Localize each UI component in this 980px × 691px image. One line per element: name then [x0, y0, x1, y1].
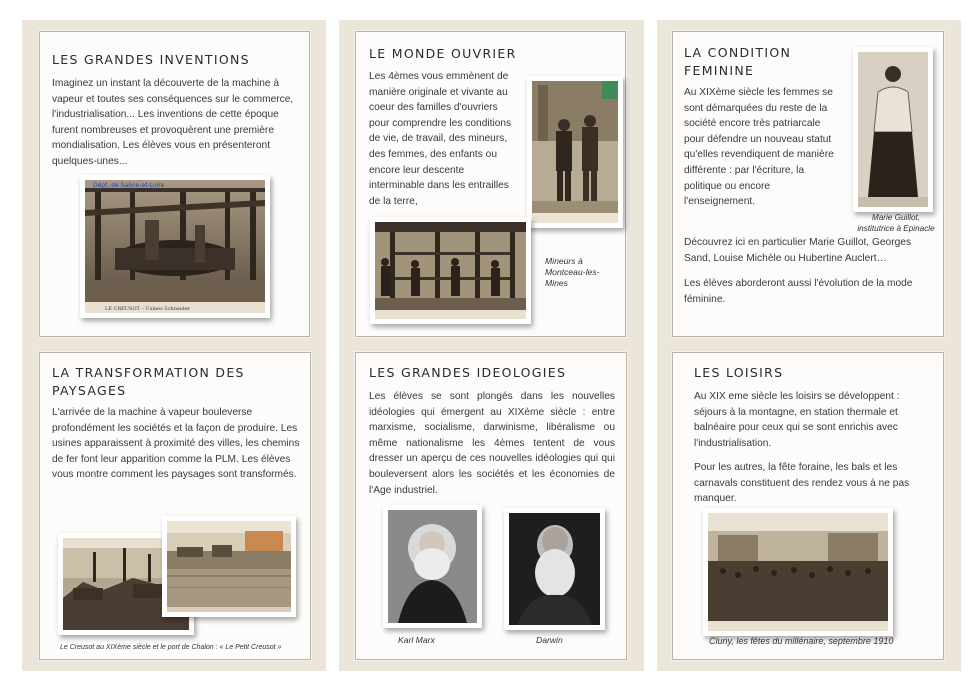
- card-inventions: [39, 31, 310, 337]
- paysages-title: LA TRANSFORMATION DES PAYSAGES: [52, 365, 245, 398]
- ideologies-caption-darwin: Darwin: [536, 635, 563, 645]
- card-ideologies: [355, 352, 627, 660]
- ouvrier-title: LE MONDE OUVRIER: [369, 46, 517, 61]
- ideologies-photo-darwin: [504, 508, 605, 630]
- paysages-caption: Le Creusot au XIXème siècle et le port de Chalon : « Le Petit Creusot »: [60, 644, 282, 651]
- card-monde-ouvrier: [355, 31, 626, 337]
- feminine-title: LA CONDITION FEMININE: [684, 45, 792, 78]
- ouvrier-photo-mine: [370, 217, 531, 324]
- inventions-photo: [80, 175, 270, 318]
- woman-portrait-image: [858, 52, 928, 207]
- feminine-text: Au XIXème siècle les femmes se sont démarquées du reste de la société encore très patriarcale pour défendre un nouveau statut qu'elles revendiquent de manière différente : par l'écriture, la politique ou encore l'enseignement.: [684, 87, 834, 208]
- card-condition-feminine: [672, 31, 944, 337]
- ouvrier-text: Les 4èmes vous emmènent de manière originale et vivante au coeur des familles d'ouvriers pour comprendre les conditions de vie, de travail, des mineurs, des femmes, des enfants ou encore leur descente interminable dans les entrailles de la terre,: [369, 71, 512, 207]
- port-chalon-image: [167, 521, 291, 612]
- paysages-text: L'arrivée de la machine à vapeur bouleverse profondément les sociétés et la façon de produire. Les usines apparaissent à proximité des villes, les chemins de fer font leur apparition comme la PLM. Les élèves vous montre comment les paysages sont transformés.: [52, 407, 300, 481]
- card-loisirs: [672, 352, 944, 660]
- mine-shaft-image: [375, 222, 526, 319]
- factory-interior-image: [85, 180, 265, 313]
- feminine-text2: Découvrez ici en particulier Marie Guillot, Georges Sand, Louise Michèle ou Hubertine Auclert…: [684, 237, 912, 264]
- darwin-portrait-image: [509, 513, 600, 625]
- ideologies-caption-marx: Karl Marx: [398, 635, 435, 645]
- feminine-photo: [853, 47, 933, 212]
- ouvrier-photo-miners: [527, 76, 623, 228]
- loisirs-text: Au XIX eme siècle les loisirs se développent : séjours à la montagne, en station thermale et balnéaire pour ceux qui se sont enrichis avec l'industrialisation.: [694, 391, 900, 449]
- inventions-photo-heading: Dépt. de Saône-et-Loire: [93, 182, 165, 189]
- loisirs-photo: [703, 508, 893, 636]
- inventions-text: Imaginez un instant la découverte de la machine à vapeur et toutes ses conséquences sur le commerce, l'industrialisation... Les inventions de cette époque furent nombreuses et provoquèrent une première mondialisation. Les élèves vous en présenteront quelques-unes...: [52, 78, 294, 167]
- ideologies-title: LES GRANDES IDEOLOGIES: [369, 365, 567, 380]
- miners-portrait-image: [532, 81, 618, 223]
- card-paysages: [39, 352, 311, 660]
- loisirs-title: LES LOISIRS: [694, 365, 784, 380]
- feminine-caption: Marie Guillot, institutrice à Epinacle: [857, 213, 935, 233]
- festival-crowd-image: [708, 513, 888, 631]
- loisirs-text2: Pour les autres, la fête foraine, les bals et les carnavals constituent des rendez vous à ne pas manquer.: [694, 462, 910, 505]
- paysages-photo-chalon: [162, 516, 296, 617]
- loisirs-caption: Cluny, les fêtes du millénaire, septembre 1910: [709, 636, 894, 646]
- inventions-title: LES GRANDES INVENTIONS: [52, 52, 250, 67]
- ouvrier-caption: Mineurs à Montceau-les-Mines: [545, 256, 600, 288]
- ideologies-photo-marx: [383, 505, 482, 628]
- inventions-photo-caption: LE CREUSOT – Usines Schneider: [105, 306, 191, 312]
- ideologies-text: Les élèves se sont plongés dans les nouvelles idéologies qui émergent au XIXème siècle : entre marxisme, socialisme, darwinisme, libéralisme ou même nationalisme les 4èmes tentent de vous dresser un aperçu de ces nouvelles idéologies qui qui bouleversent alors les sociétés et les économies de l'Age industriel.: [369, 391, 615, 496]
- karl-marx-portrait-image: [388, 510, 477, 623]
- feminine-text3: Les élèves aborderont aussi l'évolution de la mode féminine.: [684, 278, 913, 305]
